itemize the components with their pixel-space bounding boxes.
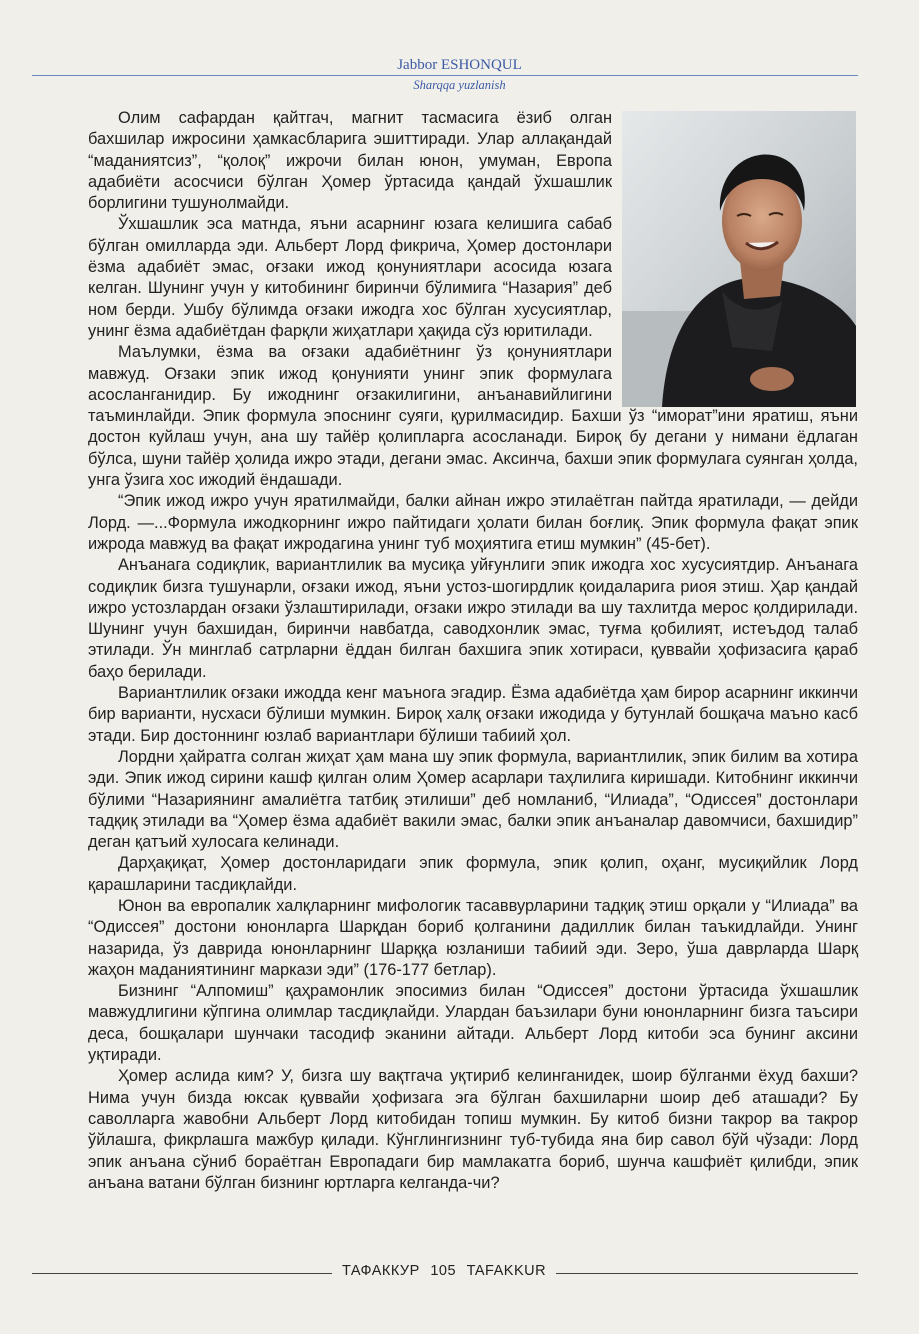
paragraph: Ўхшашлик эса матнда, яъни асарнинг юзага келишига сабаб бўлган омилларда эди. Альберт Лорд фикрича, Ҳомер достонлари ёзма адабиёт эмас, оғзаки ижод қонуниятлари асосида юзага келган. Шунинг учун у китобининг биринчи бўлимига “Назария” деб ном берди. Ушбу бўлимда оғзаки ижодга хос бўлган хусусиятлар, унинг ёзма адабиётдан фарқли жиҳатлари ҳақида сўз юритилади. [88, 215, 612, 340]
footer-rule-left [32, 1273, 332, 1274]
paragraph: Олим сафардан қайтгач, магнит тасмасига ёзиб олган бахшилар ижросини ҳамкасбларига эшиттиради. Улар аллақандай “маданиятсиз”, “қолоқ” ижрочи билан юнон, умуман, Европа адабиёти асосчиси бўлган Ҳомер ўртасида қандай ўхшашлик борлигини тушунолмайди. [88, 109, 612, 213]
page-footer [332, 1263, 556, 1279]
paragraph: Маълумки, ёзма ва оғзаки адабиётнинг ўз қонуниятлари мавжуд. Оғзаки эпик ижод қонунияти унинг эпик формулага асосланганидир. Бу ижоднинг оғзакилигини, анъанавийлигини таъминлайди. Эпик формула эпоснинг суяги, қурилмасидир. Бахши ўз “иморат”ини яратиш, яъни достон куйлаш учун, ана шу тайёр қолипларга асосланади. Бироқ бу дегани у нимани ёдлаган бўлса, шуни тайёр ҳолида ижро этади, дегани эмас. Аксинча, бахши эпик формулага суянган ҳолда, унга ўзига хос ижодий ёндашади. [88, 343, 858, 490]
paragraph: “Эпик ижод ижро учун яратилмайди, балки айнан ижро этилаётган пайтда яратилади, — дейди Лорд. —...Формула ижодкорнинг ижро пайтидаги ҳолати билан боғлиқ. Эпик формула фақат эпик ижрода мавжуд ва фақат ижродагина унинг туб моҳиятига етиш мумкин” (45-бет). [88, 492, 858, 553]
paragraph: Анъанага содиқлик, вариантлилик ва мусиқа уйғунлиги эпик ижодга хос хусусиятдир. Анъанага содиқлик бизга тушунарли, оғзаки ижод, яъни устоз-шогирдлик қоидаларига риоя этиш. Ҳар қандай ижро устозлардан оғзаки ўзлаштирилади, оғзаки ижро этилади ва шу тахлитда мерос қолдирилади. Шунинг учун бахшидан, биринчи навбатда, саводхонлик эмас, туғма қобилият, истеъдод талаб этилади. Ўн минглаб сатрларни ёддан билган бахшига эпик хотираси, қуввайи ҳофизасига қараб баҳо берилади. [88, 556, 858, 681]
footer-rule-right [556, 1273, 858, 1274]
paragraph: Лордни ҳайратга солган жиҳат ҳам мана шу эпик формула, вариантлилик, эпик билим ва хотира эди. Эпик ижод сирини кашф қилган олим Ҳомер асарлари таҳлилига киришади. Китобнинг иккинчи бўлими “Назариянинг амалиётга татбиқ этилиши” деб номланиб, “Илиада”, “Одиссея” достонлари тадқиқ этилади ва “Ҳомер ёзма адабиёт вакили эмас, балки эпик анъаналар давомчиси, бахшидир” деган қатъий хулосага келинади. [88, 747, 858, 852]
footer-journal-latin: TAFAKKUR [466, 1263, 547, 1279]
footer-journal-cyrillic: ТАФАККУР [341, 1263, 420, 1279]
header-rule [32, 75, 858, 76]
running-header-subtitle: Sharqqa yuzlanish [413, 78, 506, 92]
paragraph: Ҳомер аслида ким? У, бизга шу вақтгача уқтириб келинганидек, шоир бўлганми ёхуд бахши? Нима учун бизда юксак қуввайи ҳофизага эга бўлган бахшиларни шоир деб аташади? Бу саволларга жавобни Альберт Лорд китобидан топиш мумкин. Бу китоб бизни такрор ва такрор ўйлашга, фикрлашга мажбур қилади. Кўнглингизнинг туб-тубида яна бир савол бўй чўзади: Лорд эпик анъана сўниб бораётган Европадаги бир мамлакатга бориб, шунча кашфиёт қилибди, эпик анъана ватани бўлган бизнинг юртларга келганда-чи? [88, 1067, 858, 1192]
running-header-author: Jabbor ESHONQUL [397, 57, 522, 73]
article-body [88, 108, 858, 1194]
paragraph: Бизнинг “Алпомиш” қаҳрамонлик эпосимиз билан “Одиссея” достони ўртасида ўхшашлик мавжудлигини кўпгина олимлар тасдиқлайди. Улардан баъзилари буни юнонларнинг бизга таъсири деса, бошқалари шунчаки тасодиф эканини айтади. Альберт Лорд китоби эса бунинг аксини уқтиради. [88, 982, 858, 1065]
page-number: 105 [430, 1263, 457, 1279]
paragraph: Дарҳақиқат, Ҳомер достонларидаги эпик формула, эпик қолип, оҳанг, мусиқийлик Лорд қарашларини тасдиқлайди. [88, 854, 858, 894]
paragraph: Юнон ва европалик халқларнинг мифологик тасаввурларини тадқиқ этиш орқали у “Илиада” ва “Одиссея” достони юнонларга Шарқдан бориб қолганини дадиллик билан таъкидлайди. Унинг назарида, ўз даврида юнонларнинг Шарққа юзланиши табиий эди. Зеро, ўша даврларда Шарқ жаҳон маданиятининг маркази эди” (176-177 бетлар). [88, 896, 858, 979]
paragraph: Вариантлилик оғзаки ижодда кенг маънога эгадир. Ёзма адабиётда ҳам бирор асарнинг иккинчи бир варианти, нусхаси бўлиши мумкин. Бироқ халқ оғзаки ижодида у бутунлай бошқача маъно касб этади. Бир достоннинг юзлаб вариантлари бўлиши табиий ҳол. [88, 684, 858, 745]
photo-text-wrap-space [612, 108, 858, 401]
